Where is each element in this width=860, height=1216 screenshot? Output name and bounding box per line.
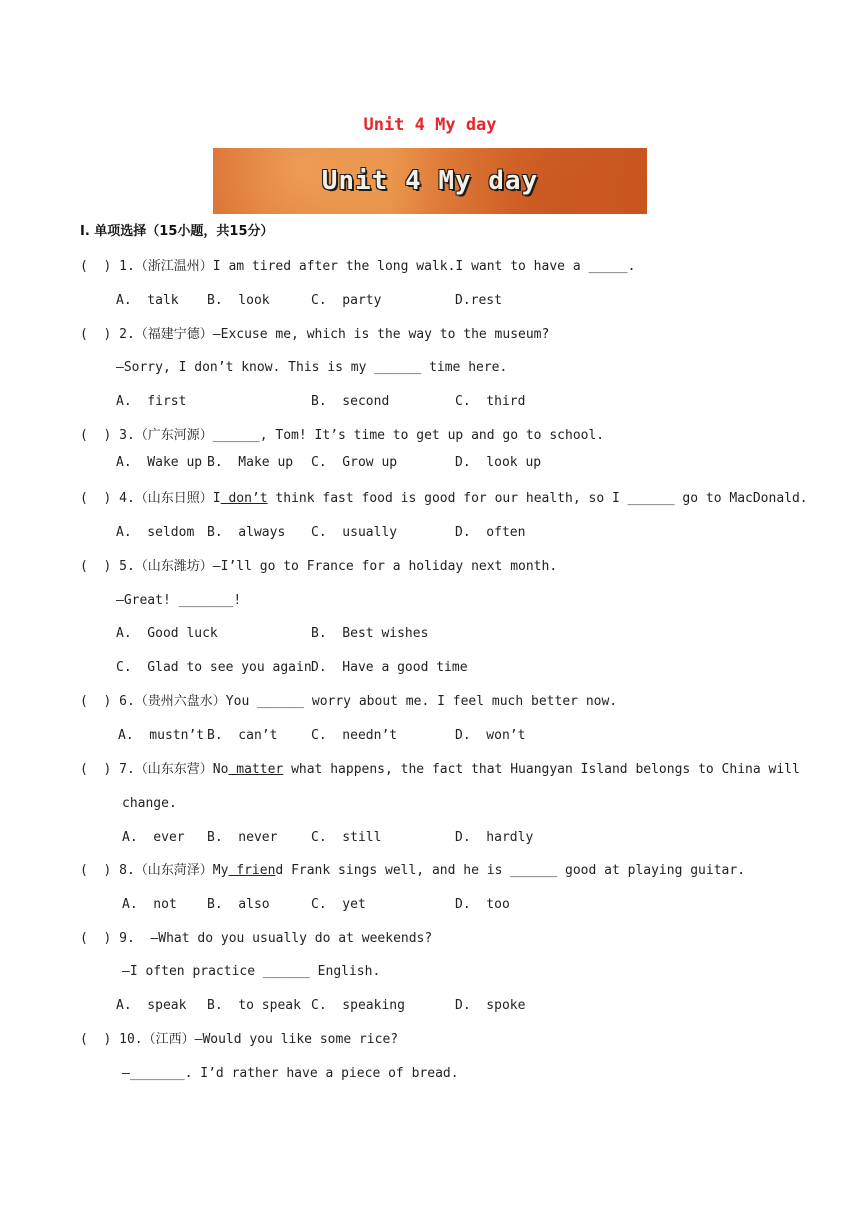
question-6-option-d: D. won’t <box>455 728 526 743</box>
question-6-stem: ( ) 6.（贵州六盘水）You ______ worry about me. I feel much better now. <box>80 694 618 709</box>
question-2-option-b: B. second <box>311 394 390 409</box>
question-7-underlined: matter <box>228 762 284 777</box>
question-9-option-c: C. speaking <box>311 998 405 1013</box>
question-5-stem: ( ) 5.（山东潍坊）—I’ll go to France for a holiday next month. <box>80 559 558 574</box>
question-8-option-c: C. yet <box>311 897 366 912</box>
question-2-stem-reply: —Sorry, I don’t know. This is my ______ time here. <box>116 360 508 375</box>
question-5-stem-reply: —Great! _______! <box>116 593 242 608</box>
question-2-option-c: C. third <box>455 394 526 409</box>
question-10-stem: ( ) 10.（江西）—Would you like some rice? <box>80 1032 399 1047</box>
question-4-option-b: B. always <box>207 525 286 540</box>
question-8-option-d: D. too <box>455 897 510 912</box>
question-3-option-c: C. Grow up <box>311 455 398 470</box>
question-8-underlined: frien <box>228 863 276 878</box>
page-title: Unit 4 My day <box>363 115 497 135</box>
question-4-option-a: A. seldom <box>116 525 195 540</box>
question-7-stem-pre: ( ) 7.（山东东营）No <box>80 762 229 777</box>
question-8-option-b: B. also <box>207 897 270 912</box>
question-7-stem <box>80 762 800 778</box>
question-7-option-b: B. never <box>207 830 278 845</box>
question-4-option-d: D. often <box>455 525 526 540</box>
question-1-option-a: A. talk <box>116 293 179 308</box>
question-2-stem: ( ) 2.（福建宁德）—Excuse me, which is the way to the museum? <box>80 327 550 342</box>
question-4-stem <box>80 491 808 507</box>
question-4-option-c: C. usually <box>311 525 398 540</box>
question-9-option-a: A. speak <box>116 998 187 1013</box>
question-3-option-a: A. Wake up <box>116 455 203 470</box>
question-9-stem: ( ) 9. —What do you usually do at weekends? <box>80 931 433 946</box>
question-9-stem-reply: —I often practice ______ English. <box>122 964 381 979</box>
question-7-option-a: A. ever <box>122 830 185 845</box>
section-heading: Ⅰ. 单项选择（15小题，共15分） <box>80 224 274 239</box>
question-5-option-b: B. Best wishes <box>311 626 429 641</box>
question-3-option-d: D. look up <box>455 455 542 470</box>
question-8-stem <box>80 863 745 879</box>
question-8-stem-pre: ( ) 8.（山东菏泽）My <box>80 863 229 878</box>
banner-text: Unit 4 My day <box>321 166 539 196</box>
question-1-option-d: D.rest <box>455 293 502 308</box>
question-2-option-a: A. first <box>116 394 187 409</box>
question-9-option-d: D. spoke <box>455 998 526 1013</box>
question-5-option-c: C. Glad to see you again <box>116 660 312 675</box>
question-7-option-d: D. hardly <box>455 830 534 845</box>
question-1-option-c: C. party <box>311 293 382 308</box>
question-8-option-a: A. not <box>122 897 177 912</box>
question-7-option-c: C. still <box>311 830 382 845</box>
question-1-stem: ( ) 1.（浙江温州）I am tired after the long walk.I want to have a _____. <box>80 259 636 274</box>
question-7-stem-post: what happens, the fact that Huangyan Island belongs to China will <box>283 762 800 777</box>
unit-banner-image <box>213 148 647 214</box>
question-10-stem-reply: —_______. I’d rather have a piece of bread. <box>122 1066 459 1081</box>
question-9-option-b: B. to speak <box>207 998 301 1013</box>
question-4-underlined: don’t <box>220 491 268 506</box>
question-8-stem-post: d Frank sings well, and he is ______ good at playing guitar. <box>275 863 746 878</box>
question-4-stem-post: think fast food is good for our health, so I ______ go to MacDonald. <box>267 491 808 506</box>
question-3-option-b: B. Make up <box>207 455 294 470</box>
question-6-option-a: A. mustn’t <box>118 728 205 743</box>
question-7-stem-cont: change. <box>122 796 177 811</box>
question-6-option-c: C. needn’t <box>311 728 398 743</box>
question-3-stem: ( ) 3.（广东河源）______, Tom! It’s time to get up and go to school. <box>80 428 605 443</box>
question-5-option-a: A. Good luck <box>116 626 218 641</box>
question-4-stem-pre: ( ) 4.（山东日照）I <box>80 491 221 506</box>
question-5-option-d: D. Have a good time <box>311 660 468 675</box>
question-6-option-b: B. can’t <box>207 728 278 743</box>
question-1-option-b: B. look <box>207 293 270 308</box>
